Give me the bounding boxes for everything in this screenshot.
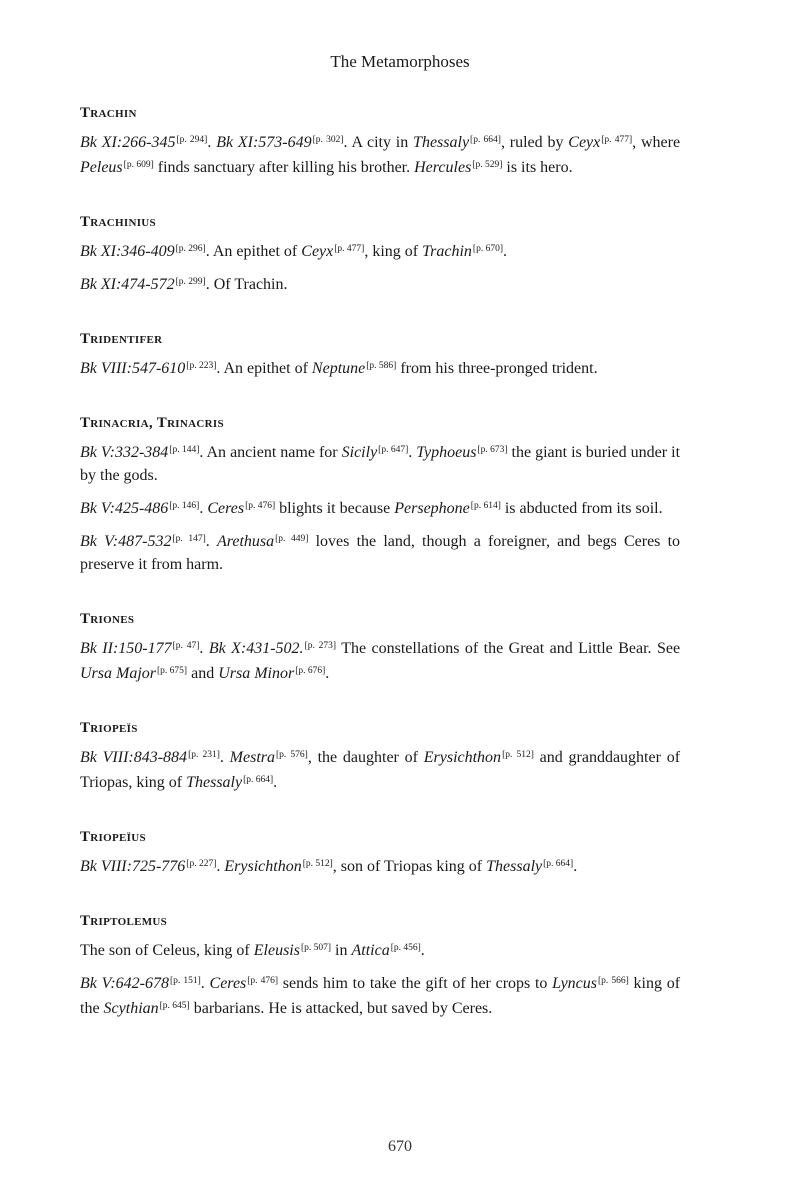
book-reference-link[interactable]: Bk VIII:843-884 — [80, 749, 188, 766]
page-reference[interactable]: [p. 586] — [366, 361, 397, 371]
cross-reference-link[interactable]: Peleus — [80, 159, 123, 176]
page-reference[interactable]: [p. 449] — [275, 534, 309, 544]
cross-reference-link[interactable]: Trachin — [422, 243, 472, 260]
page-reference[interactable]: [p. 647] — [378, 445, 409, 455]
page-reference[interactable]: [p. 147] — [172, 534, 206, 544]
entry-text: . — [199, 500, 208, 517]
book-reference-link[interactable]: Bk V:642-678 — [80, 975, 169, 992]
entry-text: . — [219, 749, 230, 766]
cross-reference-link[interactable]: Ceres — [209, 975, 247, 992]
book-reference-link[interactable]: Bk V:425-486 — [80, 500, 169, 517]
page-reference[interactable]: [p. 146] — [169, 501, 200, 511]
page-reference[interactable]: [p. 231] — [188, 750, 220, 760]
page-reference[interactable]: [p. 151] — [170, 976, 201, 986]
entry-text: . An ancient name for — [199, 444, 342, 461]
page-reference[interactable]: [p. 676] — [295, 666, 326, 676]
glossary-entry — [80, 210, 680, 296]
entry-paragraph — [80, 744, 680, 794]
entry-headword: Triopeïus — [80, 829, 146, 845]
page-reference[interactable]: [p. 512] — [302, 859, 333, 869]
cross-reference-link[interactable]: Arethusa — [216, 533, 275, 550]
glossary-entry — [80, 101, 680, 179]
page-reference[interactable]: [p. 294] — [176, 135, 208, 145]
glossary-entry — [80, 825, 680, 878]
cross-reference-link[interactable]: Erysichthon — [224, 858, 302, 875]
page-reference[interactable]: [p. 529] — [472, 160, 503, 170]
page-reference[interactable]: [p. 576] — [276, 750, 308, 760]
entry-paragraph — [80, 970, 680, 1020]
page-reference[interactable]: [p. 566] — [598, 976, 629, 986]
entry-text: sends him to take the gift of her crops to — [278, 975, 553, 992]
entry-text: barbarians. He is attacked, but saved by Ceres. — [189, 1000, 493, 1017]
entry-headword: Triopeïs — [80, 720, 138, 736]
page-reference[interactable]: [p. 302] — [312, 135, 344, 145]
cross-reference-link[interactable]: Thessaly — [486, 858, 543, 875]
entry-text: loves the land, though a foreigner, and begs Ceres to preserve it from harm. — [80, 533, 681, 573]
entry-text: and granddaughter of Triopas, king of — [80, 749, 681, 791]
page-reference[interactable]: [p. 227] — [186, 859, 217, 869]
entry-paragraph — [80, 271, 680, 296]
cross-reference-link[interactable]: Attica — [351, 942, 390, 959]
entry-text: blights it because — [275, 500, 395, 517]
entry-text: . — [325, 665, 330, 682]
page-reference[interactable]: [p. 477] — [601, 135, 633, 145]
cross-reference-link[interactable]: Mestra — [229, 749, 275, 766]
entry-paragraph — [80, 528, 680, 576]
book-reference-link[interactable]: Bk V:487-532 — [80, 533, 172, 550]
entry-text: . — [408, 444, 417, 461]
cross-reference-link[interactable]: Ceres — [207, 500, 245, 517]
entry-text: , the daughter of — [307, 749, 424, 766]
entry-text: . — [199, 640, 209, 657]
entry-text: finds sanctuary after killing his brother. — [153, 159, 415, 176]
page-reference[interactable]: [p. 512] — [502, 750, 534, 760]
entry-text: . — [200, 975, 210, 992]
cross-reference-link[interactable]: Thessaly — [186, 774, 243, 791]
page-reference[interactable]: [p. 456] — [390, 943, 421, 953]
entry-text: king of the — [80, 975, 681, 1017]
entry-headword: Triones — [80, 611, 135, 627]
entry-text: . Of Trachin. — [205, 276, 288, 293]
entry-paragraph — [80, 937, 680, 962]
entry-text: and — [187, 665, 219, 682]
entry-paragraph — [80, 129, 680, 179]
page-reference[interactable]: [p. 47] — [172, 641, 200, 651]
page-reference[interactable]: [p. 614] — [470, 501, 501, 511]
page-reference[interactable]: [p. 675] — [157, 666, 188, 676]
entry-text: is abducted from its soil. — [500, 500, 663, 517]
book-reference-link[interactable]: Bk V:332-384 — [80, 444, 169, 461]
page-reference[interactable]: [p. 664] — [543, 859, 574, 869]
entry-headword: Tridentifer — [80, 331, 163, 347]
page-reference[interactable]: [p. 664] — [243, 775, 274, 785]
cross-reference-link[interactable]: Ursa Minor — [218, 665, 295, 682]
book-reference-link[interactable]: Bk II:150-177 — [80, 640, 172, 657]
entry-text: . — [273, 774, 278, 791]
page-reference[interactable]: [p. 476] — [245, 501, 276, 511]
cross-reference-link[interactable]: Scythian — [103, 1000, 159, 1017]
entry-paragraph — [80, 238, 680, 263]
entry-paragraph — [80, 495, 680, 520]
cross-reference-link[interactable]: Ceyx — [301, 243, 334, 260]
entry-headword: Trachinius — [80, 214, 156, 230]
entry-paragraph — [80, 635, 680, 685]
book-reference-link[interactable]: Bk VIII:725-776 — [80, 858, 186, 875]
glossary-entry — [80, 716, 680, 794]
book-reference-link[interactable]: Bk XI:346-409 — [80, 243, 175, 260]
glossary-entry — [80, 411, 680, 576]
entry-text: . — [420, 942, 425, 959]
cross-reference-link[interactable]: Eleusis — [253, 942, 300, 959]
page-number: 670 — [388, 1138, 412, 1155]
cross-reference-link[interactable]: Persephone — [394, 500, 470, 517]
glossary-entry — [80, 607, 680, 685]
cross-reference-link[interactable]: Ceyx — [568, 134, 601, 151]
book-reference-link[interactable]: Bk XI:573-649 — [216, 134, 312, 151]
page-reference[interactable]: [p. 664] — [470, 135, 501, 145]
entry-text: , king of — [364, 243, 423, 260]
cross-reference-link[interactable]: Hercules — [414, 159, 472, 176]
entry-paragraph — [80, 355, 680, 380]
page-reference[interactable]: [p. 299] — [175, 277, 206, 287]
entry-text: The constellations of the Great and Little Bear. See — [336, 640, 681, 657]
entry-text: the giant is buried under it by the gods. — [80, 444, 681, 484]
page-reference[interactable]: [p. 476] — [247, 976, 279, 986]
cross-reference-link[interactable]: Neptune — [311, 360, 366, 377]
glossary-entry — [80, 909, 680, 1020]
page-reference[interactable]: [p. 609] — [123, 160, 154, 170]
entry-headword: Triptolemus — [80, 913, 168, 929]
entry-headword: Trinacria, Trinacris — [80, 415, 224, 431]
cross-reference-link[interactable]: Ursa Major — [80, 665, 157, 682]
entry-text: . — [216, 858, 225, 875]
entry-paragraph — [80, 853, 680, 878]
entry-paragraph — [80, 439, 680, 487]
page-reference[interactable]: [p. 477] — [334, 244, 365, 254]
cross-reference-link[interactable]: Lyncus — [552, 975, 598, 992]
entry-text: . An epithet of — [205, 243, 302, 260]
cross-reference-link[interactable]: Typhoeus — [416, 444, 477, 461]
running-head: The Metamorphoses — [330, 52, 470, 71]
entry-text: . An epithet of — [216, 360, 312, 377]
entry-text: The son of Celeus, king of — [80, 942, 254, 959]
book-reference-link[interactable]: Bk XI:474-572 — [80, 276, 175, 293]
entry-text: . — [207, 134, 217, 151]
entry-text: . — [573, 858, 578, 875]
entry-text: . — [205, 533, 217, 550]
entry-text: in — [331, 942, 352, 959]
page-reference[interactable]: [p. 144] — [169, 445, 200, 455]
entry-text: , ruled by — [500, 134, 569, 151]
book-reference-link[interactable]: Bk XI:266-345 — [80, 134, 176, 151]
entry-text: is its hero. — [502, 159, 573, 176]
entry-text: from his three-pronged trident. — [396, 360, 598, 377]
page-reference[interactable]: [p. 645] — [159, 1001, 190, 1011]
entry-text: , son of Triopas king of — [332, 858, 487, 875]
entry-text: . A city in — [343, 134, 414, 151]
page-reference[interactable]: [p. 223] — [186, 361, 217, 371]
book-reference-link[interactable]: Bk X:431-502. — [208, 640, 304, 657]
book-reference-link[interactable]: Bk VIII:547-610 — [80, 360, 186, 377]
cross-reference-link[interactable]: Sicily — [341, 444, 378, 461]
page-reference[interactable]: [p. 507] — [300, 943, 332, 953]
page-reference[interactable]: [p. 273] — [304, 641, 337, 651]
entry-text: , where — [632, 134, 681, 151]
page-reference[interactable]: [p. 670] — [472, 244, 503, 254]
glossary-entry — [80, 327, 680, 380]
entry-headword: Trachin — [80, 105, 137, 121]
entry-text: . — [502, 243, 507, 260]
page-reference[interactable]: [p. 673] — [477, 445, 508, 455]
glossary-content — [80, 101, 680, 1051]
cross-reference-link[interactable]: Thessaly — [413, 134, 470, 151]
page-reference[interactable]: [p. 296] — [175, 244, 206, 254]
cross-reference-link[interactable]: Erysichthon — [423, 749, 502, 766]
